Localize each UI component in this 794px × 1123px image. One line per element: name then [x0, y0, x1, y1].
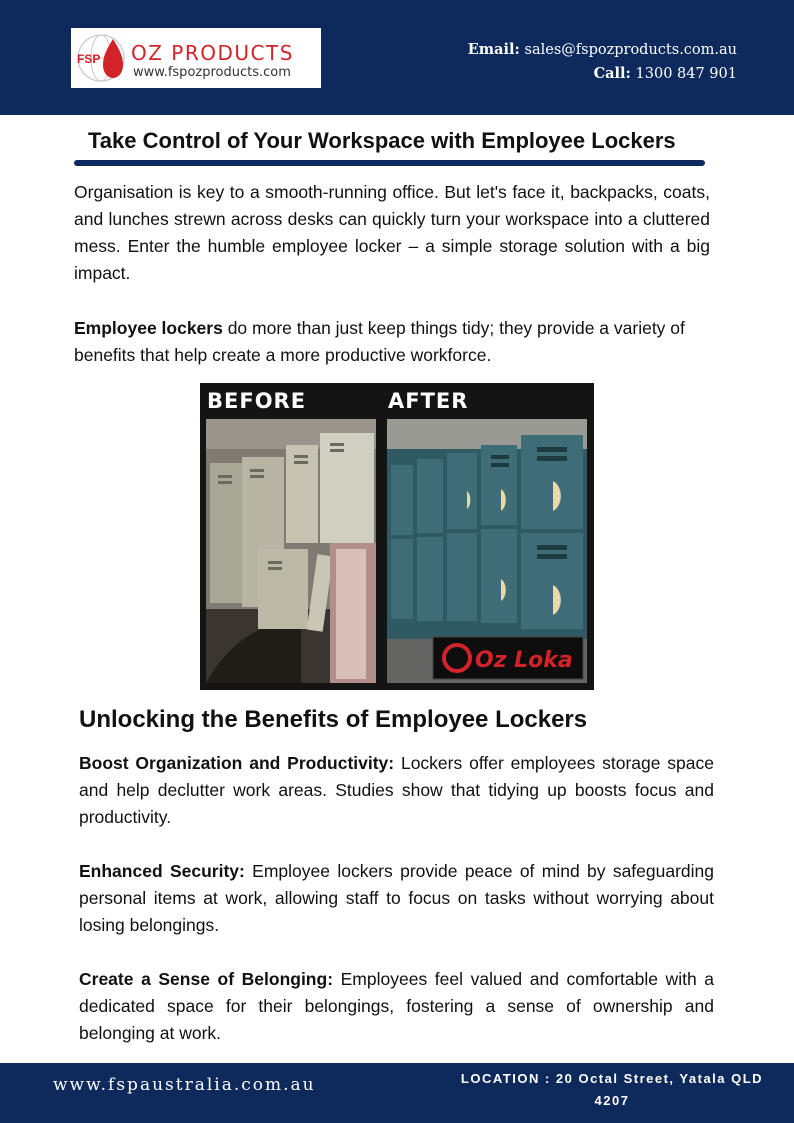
- phone-link[interactable]: 1300 847 901: [635, 66, 737, 82]
- before-after-locker-photo: [200, 383, 594, 690]
- email-link[interactable]: sales@fspozproducts.com.au: [524, 42, 737, 58]
- intro-paragraph: Organisation is key to a smooth-running office. But let's face it, backpacks, coats, and lunches strewn across desks can quickly turn your workspace into a cluttered mess. Enter the humble employee locker – a simple storage solution with a big impact.: [74, 182, 710, 283]
- benefit-item: [79, 858, 714, 939]
- before-lockers-image: [206, 419, 376, 683]
- benefit-label: Enhanced Security:: [79, 861, 245, 881]
- logo-name: OZ PRODUCTS: [131, 41, 294, 65]
- oz-loka-watermark: Oz Loka: [475, 648, 573, 673]
- title-underline: [74, 160, 705, 166]
- benefits-heading: Unlocking the Benefits of Employee Lockers: [79, 706, 588, 733]
- after-lockers-image: [387, 419, 587, 683]
- benefit-text: Lockers offer employees storage space and help declutter work areas. Studies show that tidying up boosts focus and productivity.: [79, 753, 715, 827]
- benefit-text: Employees feel valued and comfortable with a dedicated space for their belongings, fostering a sense of ownership and belonging at work.: [79, 969, 715, 1043]
- benefit-label: Create a Sense of Belonging:: [79, 969, 334, 989]
- phone-line: [468, 62, 737, 86]
- footer-location-line2: 4207: [594, 1093, 630, 1108]
- fsp-drop-logo-icon: [75, 32, 127, 84]
- lockers-bold-lead: Employee lockers: [74, 318, 223, 338]
- lockers-paragraph: [74, 315, 710, 369]
- email-line: [468, 38, 737, 62]
- footer-website-link[interactable]: www.fspaustralia.com.au: [53, 1075, 316, 1095]
- benefit-text: Employee lockers provide peace of mind by safeguarding personal items at work, allowing staff to focus on tasks without worrying about losing belongings.: [79, 861, 715, 935]
- logo-mark-text: FSP: [77, 52, 101, 66]
- page-title: Take Control of Your Workspace with Employee Lockers: [88, 128, 676, 153]
- after-label: AFTER: [388, 389, 469, 413]
- contact-info: [468, 38, 737, 86]
- lockers-paragraph-text: do more than just keep things tidy; they provide a variety of benefits that help create a more productive workforce.: [74, 318, 685, 365]
- benefit-item: [79, 966, 714, 1047]
- call-label: Call:: [593, 65, 631, 82]
- before-label: BEFORE: [207, 389, 307, 413]
- footer-location-line1: LOCATION : 20 Octal Street, Yatala QLD: [460, 1071, 764, 1086]
- footer-location: [445, 1068, 779, 1112]
- email-label: Email:: [467, 41, 520, 58]
- logo-url: www.fspozproducts.com: [133, 65, 291, 80]
- benefit-item: [79, 750, 714, 831]
- page-footer: [0, 1063, 794, 1123]
- benefit-label: Boost Organization and Productivity:: [79, 753, 395, 773]
- company-logo[interactable]: [71, 28, 321, 88]
- page-header: [0, 0, 794, 115]
